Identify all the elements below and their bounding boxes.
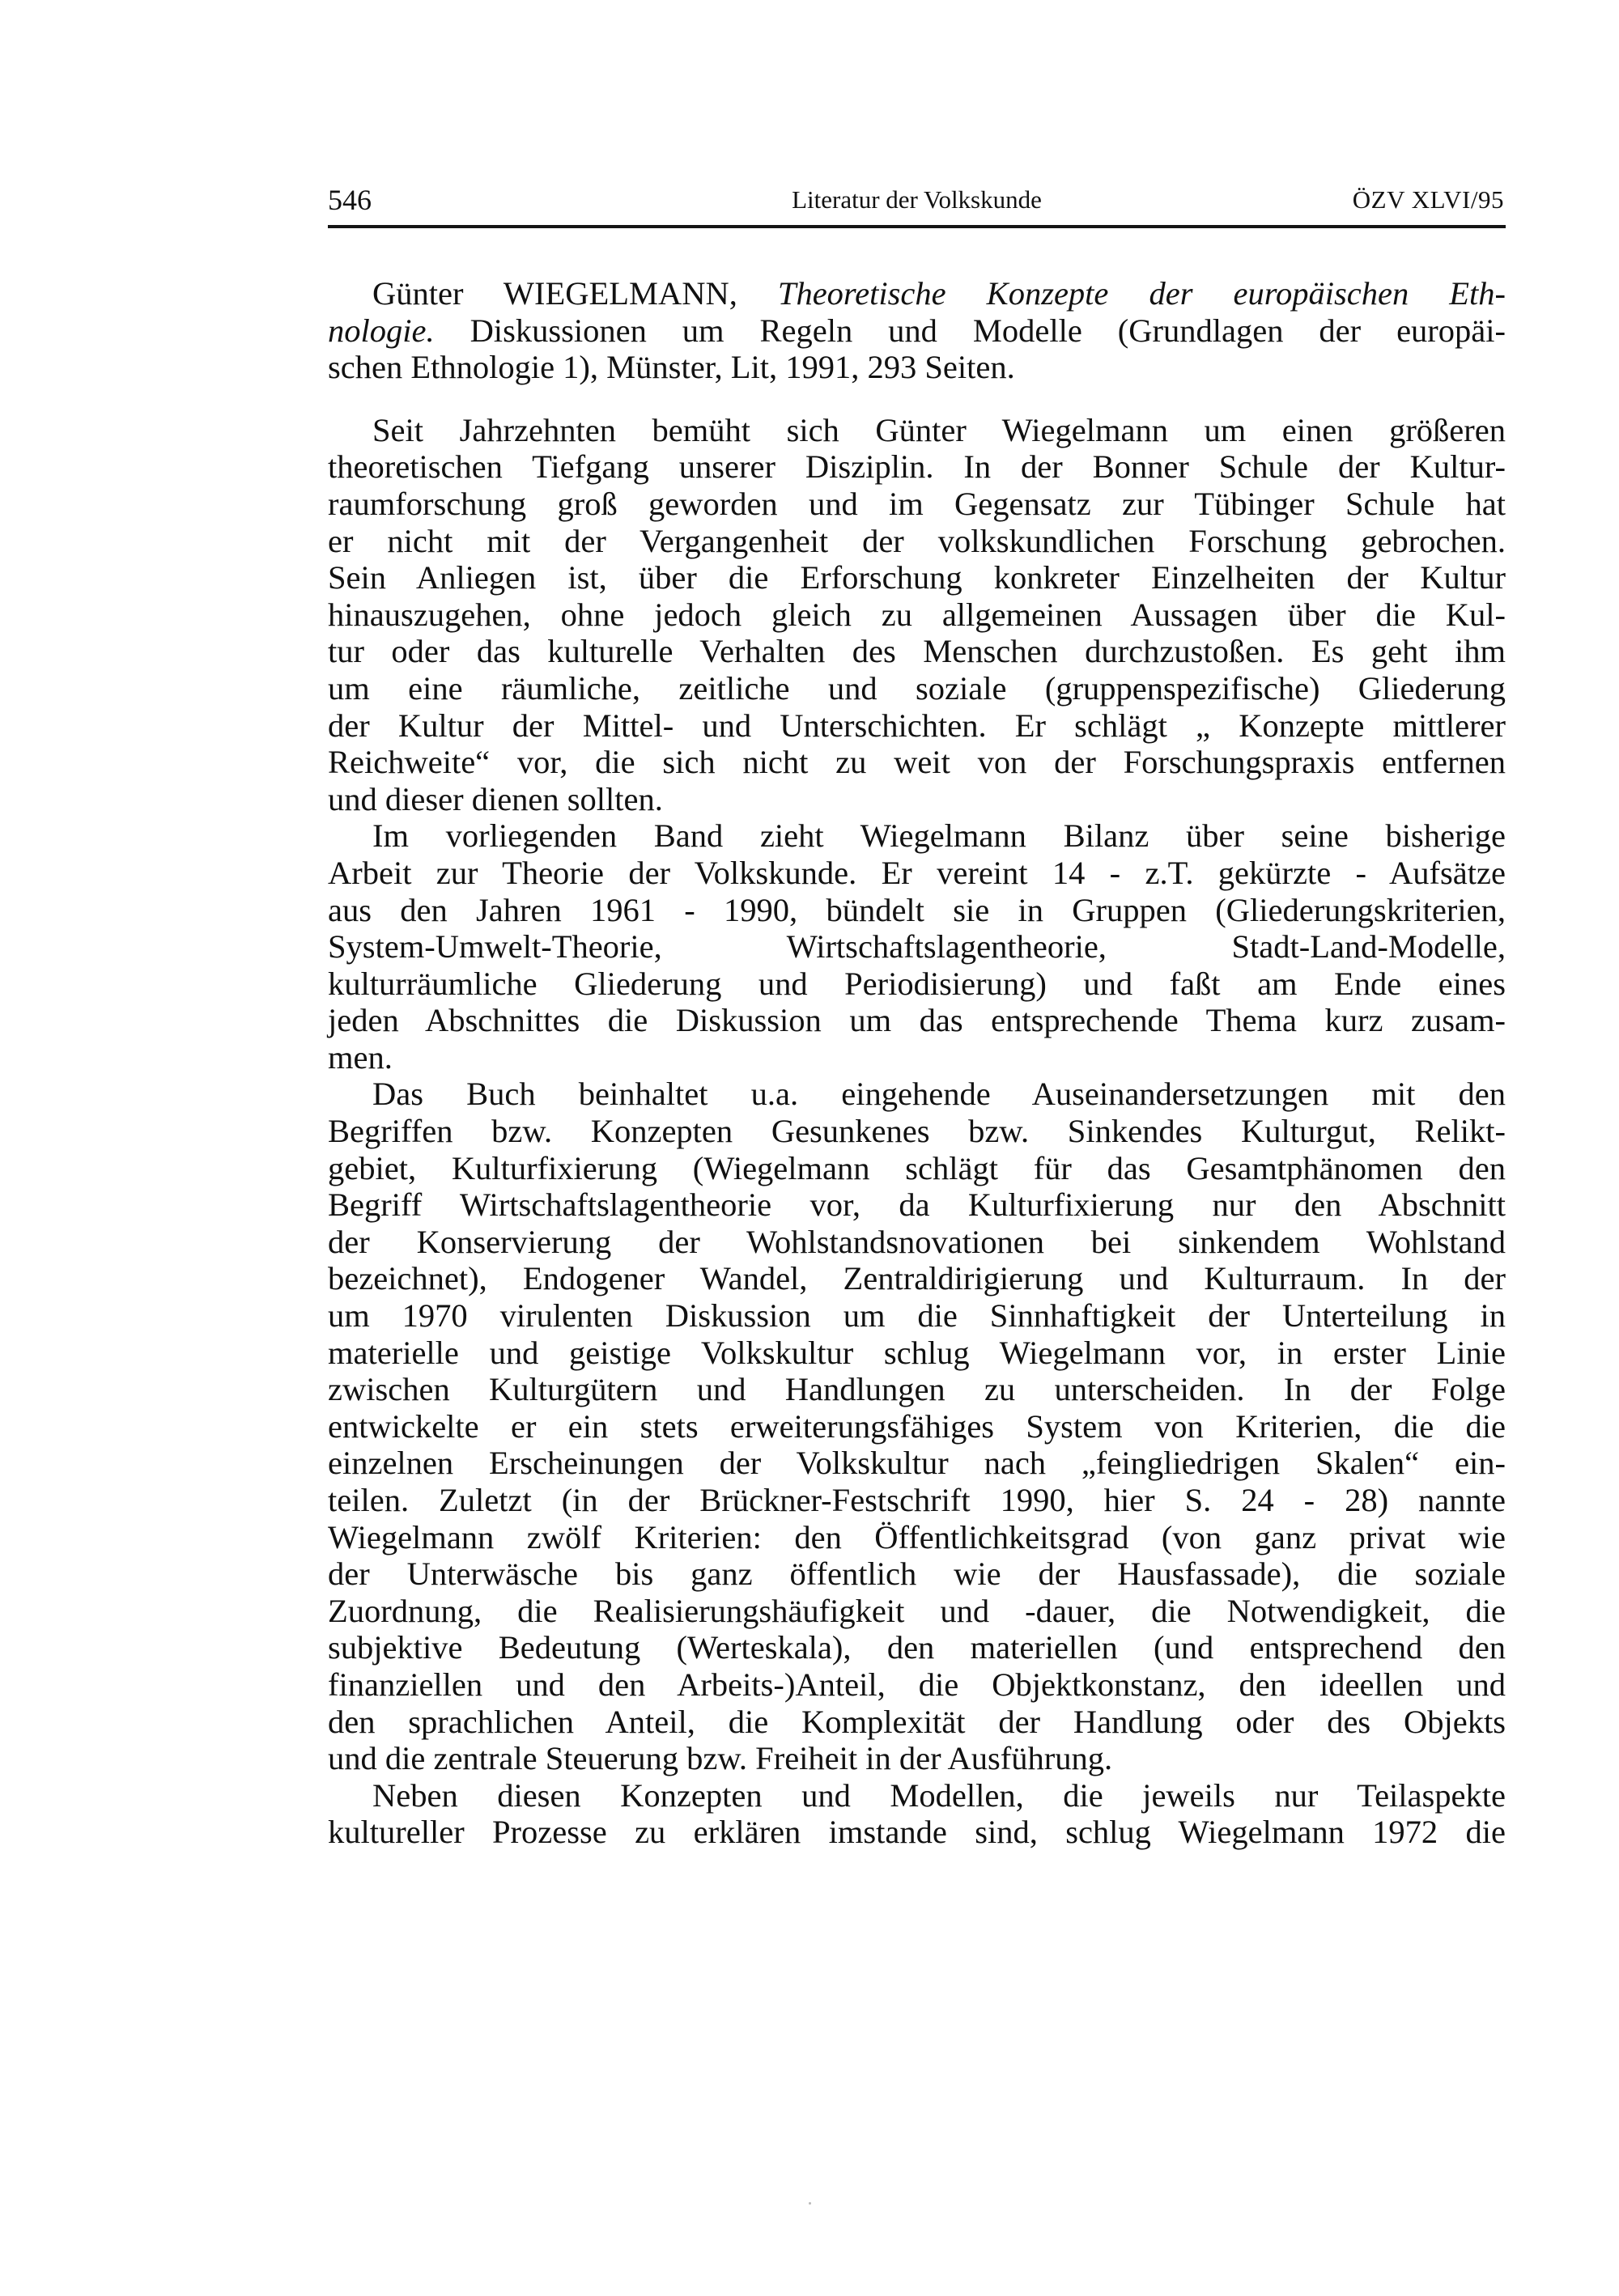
text-line: kultureller Prozesse zu erklären imstande sind, schlug Wiegelmann 1972 die: [328, 1814, 1506, 1851]
citation-line-2: [328, 312, 1506, 350]
text-line: Neben diesen Konzepten und Modellen, die jeweils nur Teilaspekte: [372, 1776, 1506, 1814]
text-line: Wiegelmann zwölf Kriterien: den Öffentlichkeitsgrad (von ganz privat wie: [328, 1518, 1506, 1555]
text-line: Arbeit zur Theorie der Volkskunde. Er vereint 14 - z.T. gekürzte - Aufsätze: [328, 854, 1506, 891]
text-line: materielle und geistige Volkskultur schlug Wiegelmann vor, in erster Linie: [328, 1334, 1506, 1371]
text-line: Zuordnung, die Realisierungshäufigkeit und -dauer, die Notwendigkeit, die: [328, 1592, 1506, 1629]
citation-line-3: schen Ethnologie 1), Münster, Lit, 1991, 293 Seiten.: [328, 349, 1015, 386]
running-head: [328, 180, 1506, 220]
text-line: gebiet, Kulturfixierung (Wiegelmann schlägt für das Gesamtphänomen den: [328, 1149, 1506, 1186]
paragraph-4: [328, 1777, 1506, 1851]
journal-volume: ÖZV XLVI/95: [1352, 185, 1504, 214]
paragraph-2: [328, 817, 1506, 1076]
text-line: finanziellen und den Arbeits-)Anteil, die Objektkonstanz, den ideellen und: [328, 1666, 1506, 1703]
text-line: Begriffen bzw. Konzepten Gesunkenes bzw. Sinkendes Kulturgut, Relikt-: [328, 1113, 1506, 1150]
text-line: der Kultur der Mittel- und Unterschichten. Er schlägt „ Konzepte mittlerer: [328, 707, 1506, 744]
text-line: einzelnen Erscheinungen der Volkskultur nach „feingliedrigen Skalen“ ein-: [328, 1445, 1506, 1482]
review-body: [328, 275, 1506, 1851]
text-line: theoretischen Tiefgang unserer Disziplin. In der Bonner Schule der Kultur-: [328, 448, 1506, 486]
text-line: um 1970 virulenten Diskussion um die Sinnhaftigkeit der Unterteilung in: [328, 1297, 1506, 1335]
text-line: System-Umwelt-Theorie, Wirtschaftslagentheorie, Stadt-Land-Modelle,: [328, 928, 1506, 966]
paragraph-1: [328, 412, 1506, 818]
text-line: und die zentrale Steuerung bzw. Freiheit in der Ausführung.: [328, 1740, 1113, 1777]
text-line: Begriff Wirtschaftslagentheorie vor, da Kulturfixierung nur den Abschnitt: [328, 1186, 1506, 1224]
text-line: und dieser dienen sollten.: [328, 780, 663, 817]
book-citation: [328, 275, 1506, 386]
citation-series: Diskussionen um Regeln und Modelle (Grundlagen der europäi-: [434, 312, 1506, 349]
text-line: men.: [328, 1038, 393, 1076]
text-line: teilen. Zuletzt (in der Brückner-Festschrift 1990, hier S. 24 - 28) nannte: [328, 1482, 1506, 1518]
text-line: aus den Jahren 1961 - 1990, bündelt sie in Gruppen (Gliederungskriterien,: [328, 891, 1506, 928]
text-line: er nicht mit der Vergangenheit der volkskundlichen Forschung gebrochen.: [328, 522, 1506, 559]
text-line: jeden Abschnittes die Diskussion um das entsprechende Thema kurz zusam-: [328, 1002, 1506, 1039]
text-line: subjektive Bedeutung (Werteskala), den materiellen (und entsprechend den: [328, 1629, 1506, 1666]
text-line: um eine räumliche, zeitliche und soziale (gruppenspezifische) Gliederung: [328, 669, 1506, 707]
text-line: Sein Anliegen ist, über die Erforschung konkreter Einzelheiten der Kultur: [328, 559, 1506, 596]
header-rule: [328, 225, 1506, 228]
text-line: Im vorliegenden Band zieht Wiegelmann Bilanz über seine bisherige: [372, 817, 1506, 855]
citation-line-1: [328, 275, 1506, 312]
text-line: der Konservierung der Wohlstandsnovationen bei sinkendem Wohlstand: [328, 1223, 1506, 1260]
text-line: den sprachlichen Anteil, die Komplexität der Handlung oder des Objekts: [328, 1703, 1506, 1740]
text-line: hinauszugehen, ohne jedoch gleich zu allgemeinen Aussagen über die Kul-: [328, 596, 1506, 633]
citation-title-continued: nologie.: [328, 312, 435, 349]
text-line: bezeichnet), Endogener Wandel, Zentraldirigierung und Kulturraum. In der: [328, 1260, 1506, 1297]
text-line: raumforschung groß geworden und im Gegensatz zur Tübinger Schule hat: [328, 485, 1506, 522]
scan-speck: [809, 2202, 811, 2205]
section-gap: [328, 386, 1506, 412]
text-line: Das Buch beinhaltet u.a. eingehende Auseinandersetzungen mit den: [372, 1076, 1506, 1113]
text-line: tur oder das kulturelle Verhalten des Menschen durchzustoßen. Es geht ihm: [328, 633, 1506, 670]
text-line: kulturräumliche Gliederung und Periodisierung) und faßt am Ende eines: [328, 965, 1506, 1002]
page-number: 546: [328, 184, 372, 216]
text-line: zwischen Kulturgütern und Handlungen zu unterscheiden. In der Folge: [328, 1371, 1506, 1408]
paragraph-3: [328, 1076, 1506, 1776]
text-line: Seit Jahrzehnten bemüht sich Günter Wiegelmann um einen größeren: [372, 411, 1506, 448]
citation-title: Theoretische Konzepte der europäischen Eth-: [777, 275, 1506, 312]
citation-author: Günter WIEGELMANN,: [372, 275, 778, 312]
text-line: Reichweite“ vor, die sich nicht zu weit von der Forschungspraxis entfernen: [328, 744, 1506, 781]
text-line: entwickelte er ein stets erweiterungsfähiges System von Kriterien, die die: [328, 1407, 1506, 1445]
text-line: der Unterwäsche bis ganz öffentlich wie der Hausfassade), die soziale: [328, 1555, 1506, 1593]
running-title: Literatur der Volkskunde: [792, 185, 1042, 214]
